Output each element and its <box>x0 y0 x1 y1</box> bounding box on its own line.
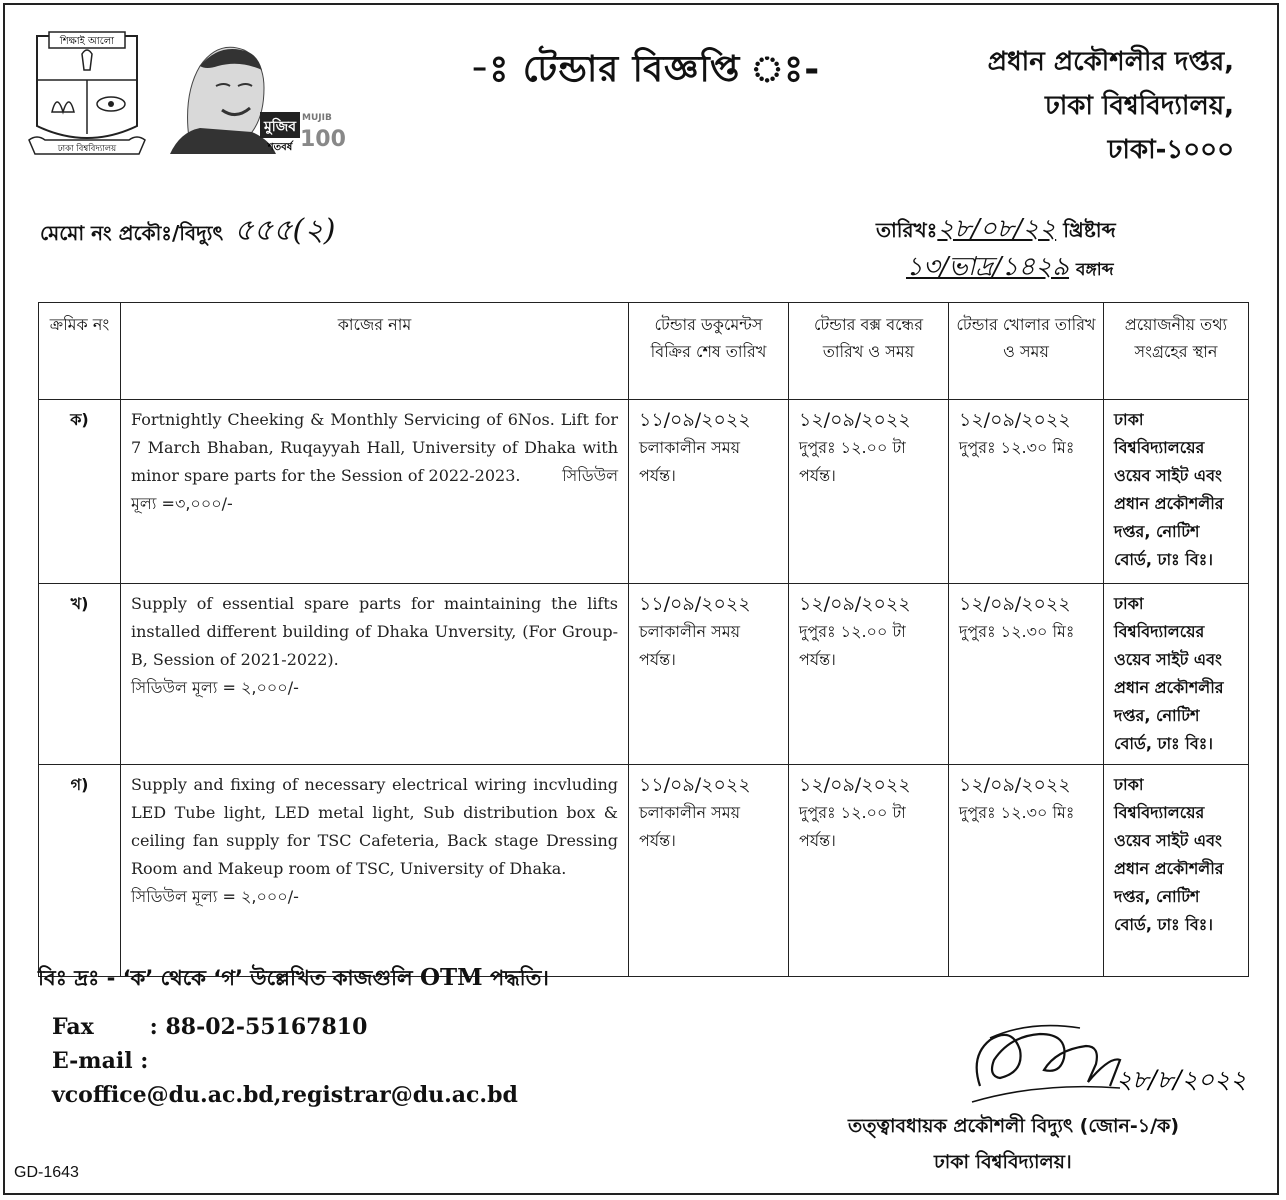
box-date: ১২/০৯/২০২২ <box>799 409 911 431</box>
memo-value: ৫৫৫(২) <box>234 213 336 248</box>
row-box-close <box>789 400 949 584</box>
gregorian-suffix: খ্রিষ্টাব্দ <box>1063 218 1116 242</box>
office-line-3: ঢাকা-১০০০ <box>1107 135 1234 165</box>
logo-motto: শিক্ষাই আলো <box>59 36 115 47</box>
open-time: দুপুরঃ ১২.৩০ মিঃ <box>959 438 1075 457</box>
note-prefix: বিঃ দ্রঃ - <box>38 966 116 990</box>
memo-label: মেমো নং প্রকৌঃ/বিদ্যুৎ <box>40 221 224 245</box>
row-box-close <box>789 584 949 765</box>
box-date: ১২/০৯/২০২২ <box>799 593 911 615</box>
fax-label: Fax <box>52 1014 94 1040</box>
row-serial: গ) <box>39 765 121 977</box>
work-description: Supply of essential spare parts for maintaining the lifts installed different building of Dhaka Unversity, (For Group-B, Session of 2021-2022). <box>131 594 618 669</box>
memo-number <box>40 206 335 257</box>
signatory-title: তত্ত্বাবধায়ক প্রকৌশলী বিদ্যুৎ (জোন-১/ক) <box>848 1115 1180 1137</box>
table-row <box>39 584 1249 765</box>
bengali-suffix: বঙ্গাব্দ <box>1075 260 1114 280</box>
row-opening <box>949 584 1104 765</box>
box-time: দুপুরঃ ১২.০০ টা পর্যন্ত। <box>799 438 906 485</box>
row-work <box>121 584 629 765</box>
office-line-1: প্রধান প্রকৌশলীর দপ্তর, <box>987 47 1234 77</box>
dhaka-university-logo <box>27 30 147 158</box>
table-header-row <box>39 303 1249 400</box>
signatory-place: ঢাকা বিশ্ববিদ্যালয়। <box>934 1151 1072 1173</box>
office-line-2: ঢাকা বিশ্ববিদ্যালয়, <box>1045 91 1234 121</box>
row-doc-sale <box>629 765 789 977</box>
email-value: vcoffice@du.ac.bd,registrar@du.ac.bd <box>52 1082 518 1108</box>
mujib-100-logo <box>160 36 346 154</box>
handwritten-signature <box>960 1016 1250 1116</box>
header-box-close: টেন্ডার বক্স বন্ধের তারিখ ও সময় <box>789 303 949 400</box>
row-info-place: ঢাকা বিশ্ববিদ্যালয়ের ওয়েব সাইট এবং প্রধান প্রকৌশলীর দপ্তর, নোটিশ বোর্ড, ঢাঃ বিঃ। <box>1104 400 1249 584</box>
row-work <box>121 765 629 977</box>
row-opening <box>949 400 1104 584</box>
row-serial: খ) <box>39 584 121 765</box>
box-time: দুপুরঃ ১২.০০ টা পর্যন্ত। <box>799 803 906 850</box>
open-date: ১২/০৯/২০২২ <box>959 409 1071 431</box>
table-row <box>39 400 1249 584</box>
doc-sale-note: চলাকালীন সময় পর্যন্ত। <box>639 438 741 485</box>
fee-value: সিডিউল মূল্য = ২,০০০/- <box>131 678 299 697</box>
signature-date: ২৮/৮/২০২২ <box>1116 1065 1247 1094</box>
bengali-date <box>906 246 1114 290</box>
open-date: ১২/০৯/২০২২ <box>959 774 1071 796</box>
open-time: দুপুরঃ ১২.৩০ মিঃ <box>959 803 1075 822</box>
note-suffix: পদ্ধতি। <box>489 966 549 990</box>
mujib-logo-sub: শতবর্ষ <box>267 142 293 153</box>
row-info-place: ঢাকা বিশ্ববিদ্যালয়ের ওয়েব সাইট এবং প্রধান প্রকৌশলীর দপ্তর, নোটিশ বোর্ড, ঢাঃ বিঃ। <box>1104 584 1249 765</box>
table-row <box>39 765 1249 977</box>
tender-table <box>38 302 1249 977</box>
header-info-place: প্রয়োজনীয় তথ্য সংগ্রহের স্থান <box>1104 303 1249 400</box>
header-opening: টেন্ডার খোলার তারিখ ও সময় <box>949 303 1104 400</box>
row-doc-sale <box>629 584 789 765</box>
document-code: GD-1643 <box>14 1164 79 1181</box>
doc-sale-note: চলাকালীন সময় পর্যন্ত। <box>639 803 741 850</box>
mujib-logo-num: 100 <box>300 127 346 152</box>
date-label: তারিখঃ <box>876 218 938 242</box>
row-opening <box>949 765 1104 977</box>
fax-row <box>52 1010 518 1044</box>
note-method: OTM <box>420 964 483 991</box>
fee-value: মূল্য =৩,০০০/- <box>131 494 233 513</box>
work-description: Supply and fixing of necessary electrical wiring incvluding LED Tube light, LED metal light, Sub distribution box & ceiling fan supply for TSC Cafeteria, Back stage Dressing Room and Makeup room of TSC, University of Dhaka. <box>131 775 618 878</box>
note-text: ‘ক’ থেকে ‘গ’ উল্লেখিত কাজগুলি <box>122 966 413 990</box>
fee-label: সিডিউল <box>562 466 618 485</box>
mujib-logo-main: মুজিব <box>263 119 297 135</box>
row-work <box>121 400 629 584</box>
fax-value: : 88-02-55167810 <box>149 1014 368 1040</box>
doc-sale-date: ১১/০৯/২০২২ <box>639 774 751 796</box>
office-address <box>988 40 1234 172</box>
footnote <box>38 962 549 997</box>
box-time: দুপুরঃ ১২.০০ টা পর্যন্ত। <box>799 622 906 669</box>
header-serial: ক্রমিক নং <box>39 303 121 400</box>
box-date: ১২/০৯/২০২২ <box>799 774 911 796</box>
logo-banner: ঢাকা বিশ্ববিদ্যালয় <box>57 144 117 154</box>
mujib-logo-en: MUJIB <box>302 113 332 123</box>
header-work: কাজের নাম <box>121 303 629 400</box>
open-date: ১২/০৯/২০২২ <box>959 593 1071 615</box>
contact-info <box>52 1010 518 1112</box>
row-info-place: ঢাকা বিশ্ববিদ্যালয়ের ওয়েব সাইট এবং প্রধান প্রকৌশলীর দপ্তর, নোটিশ বোর্ড, ঢাঃ বিঃ। <box>1104 765 1249 977</box>
notice-title: -ঃ টেন্ডার বিজ্ঞপ্তি ঃ- <box>470 49 821 90</box>
doc-sale-date: ১১/০৯/২০২২ <box>639 409 751 431</box>
work-description: Fortnightly Cheeking & Monthly Servicing of 6Nos. Lift for 7 March Bhaban, Ruqayyah Hall, University of Dhaka with minor spare parts for the Session of 2022-2023. <box>131 410 618 485</box>
fee-value: সিডিউল মূল্য = ২,০০০/- <box>131 887 299 906</box>
row-box-close <box>789 765 949 977</box>
doc-sale-date: ১১/০৯/২০২২ <box>639 593 751 615</box>
header-doc-sale: টেন্ডার ডকুমেন্টস বিক্রির শেষ তারিখ <box>629 303 789 400</box>
row-serial: ক) <box>39 400 121 584</box>
bengali-date-value: ১৩/ভাদ্র/১৪২৯ <box>906 252 1070 282</box>
email-label: E-mail : <box>52 1048 149 1074</box>
open-time: দুপুরঃ ১২.৩০ মিঃ <box>959 622 1075 641</box>
row-doc-sale <box>629 400 789 584</box>
doc-sale-note: চলাকালীন সময় পর্যন্ত। <box>639 622 741 669</box>
gregorian-date-value: ২৮/০৮/২২ <box>937 214 1057 244</box>
